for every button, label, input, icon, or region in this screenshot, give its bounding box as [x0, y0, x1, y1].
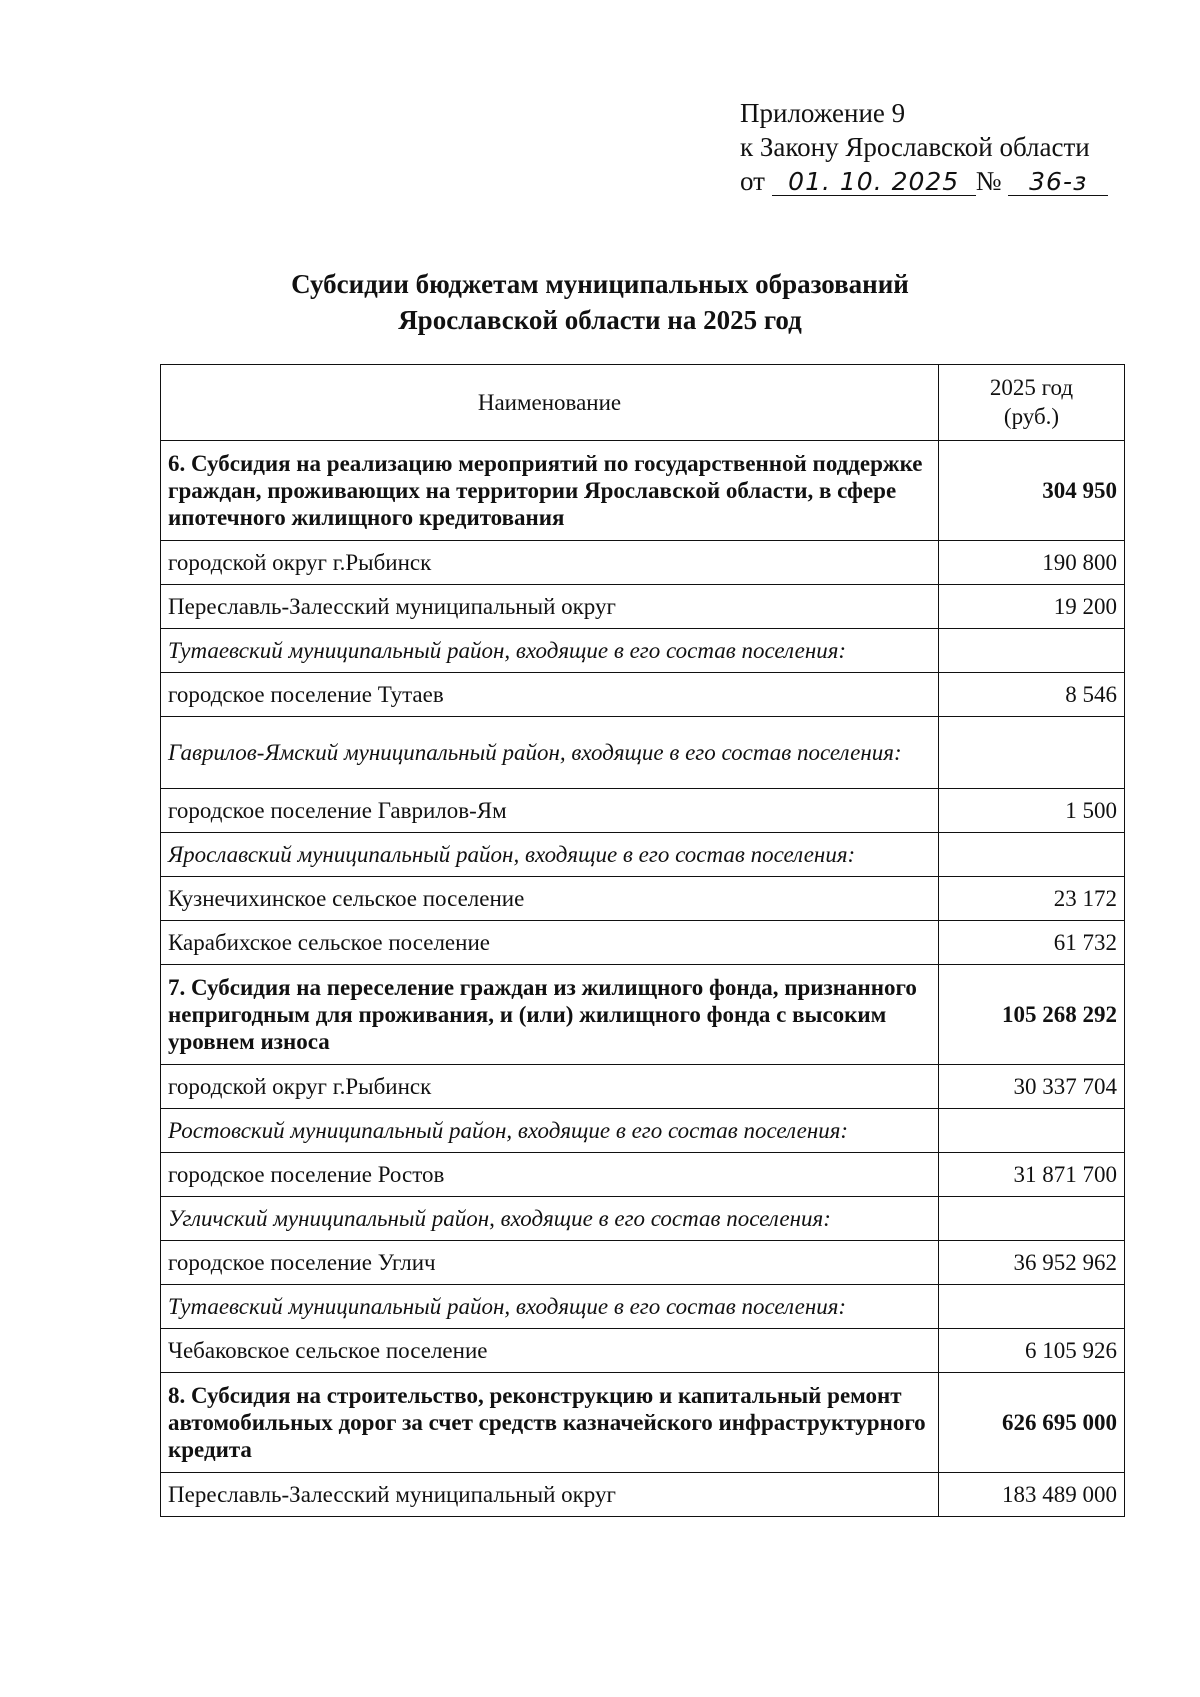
- amount-cell: 19 200: [939, 585, 1125, 629]
- recipient-name-cell: городское поселение Гаврилов-Ям: [161, 789, 939, 833]
- amount-cell: 30 337 704: [939, 1065, 1125, 1109]
- law-reference: к Закону Ярославской области: [740, 132, 1090, 162]
- handwritten-law-number: 36-з: [1008, 169, 1108, 196]
- recipient-name-cell: городской округ г.Рыбинск: [161, 541, 939, 585]
- district-heading-row: [161, 717, 1125, 789]
- amount-cell: 190 800: [939, 541, 1125, 585]
- recipient-name-cell: Переславль-Залесский муниципальный округ: [161, 585, 939, 629]
- recipient-name-cell: Карабихское сельское поселение: [161, 921, 939, 965]
- section-total-cell: 626 695 000: [939, 1373, 1125, 1473]
- recipient-name-cell: Чебаковское сельское поселение: [161, 1329, 939, 1373]
- column-header-unit: (руб.): [1003, 404, 1060, 429]
- title-line-1: Субсидии бюджетам муниципальных образований: [291, 269, 909, 299]
- amount-cell: [939, 833, 1125, 877]
- recipient-name-cell: городское поселение Тутаев: [161, 673, 939, 717]
- section-title-cell: 6. Субсидия на реализацию мероприятий по государственной поддержке граждан, проживающих на территории Ярославской области, в сфере ипотечного жилищного кредитования: [161, 441, 939, 541]
- subsidies-table: [160, 364, 1125, 1517]
- table-header-row: [161, 365, 1125, 441]
- district-heading-row: [161, 1197, 1125, 1241]
- table-row: [161, 585, 1125, 629]
- table-row: [161, 1329, 1125, 1373]
- table-row: [161, 673, 1125, 717]
- amount-cell: 61 732: [939, 921, 1125, 965]
- amount-cell: [939, 1109, 1125, 1153]
- section-row: [161, 965, 1125, 1065]
- section-total-cell: 105 268 292: [939, 965, 1125, 1065]
- section-total-cell: 304 950: [939, 441, 1125, 541]
- recipient-name-cell: Ростовский муниципальный район, входящие в его состав поселения:: [161, 1109, 939, 1153]
- column-header-year: 2025 год: [989, 375, 1074, 400]
- amount-cell: [939, 1197, 1125, 1241]
- section-title-cell: 8. Субсидия на строительство, реконструкцию и капитальный ремонт автомобильных дорог за счет средств казначейского инфраструктурного кредита: [161, 1373, 939, 1473]
- amount-cell: 6 105 926: [939, 1329, 1125, 1373]
- recipient-name-cell: Ярославский муниципальный район, входящие в его состав поселения:: [161, 833, 939, 877]
- document-title: [0, 266, 1200, 338]
- section-title-cell: 7. Субсидия на переселение граждан из жилищного фонда, признанного непригодным для проживания, и (или) жилищного фонда с высоким уровнем износа: [161, 965, 939, 1065]
- amount-cell: [939, 629, 1125, 673]
- number-sign: №: [975, 166, 1002, 196]
- handwritten-date: 01. 10. 2025: [772, 169, 976, 196]
- recipient-name-cell: Гаврилов-Ямский муниципальный район, входящие в его состав поселения:: [161, 717, 939, 789]
- amount-cell: 183 489 000: [939, 1473, 1125, 1517]
- table-row: [161, 1065, 1125, 1109]
- amount-cell: 23 172: [939, 877, 1125, 921]
- table-row: [161, 877, 1125, 921]
- section-row: [161, 1373, 1125, 1473]
- law-date-line: [740, 164, 1108, 198]
- recipient-name-cell: Переславль-Залесский муниципальный округ: [161, 1473, 939, 1517]
- district-heading-row: [161, 629, 1125, 673]
- district-heading-row: [161, 833, 1125, 877]
- amount-cell: [939, 717, 1125, 789]
- recipient-name-cell: Кузнечихинское сельское поселение: [161, 877, 939, 921]
- column-header-name: Наименование: [161, 365, 939, 441]
- amount-cell: [939, 1285, 1125, 1329]
- district-heading-row: [161, 1109, 1125, 1153]
- column-header-amount: [939, 365, 1125, 441]
- table-row: [161, 1241, 1125, 1285]
- table-row: [161, 789, 1125, 833]
- amount-cell: 36 952 962: [939, 1241, 1125, 1285]
- section-row: [161, 441, 1125, 541]
- recipient-name-cell: городской округ г.Рыбинск: [161, 1065, 939, 1109]
- table-row: [161, 541, 1125, 585]
- table-body: [161, 365, 1125, 1517]
- appendix-header: [740, 96, 1108, 198]
- date-prefix: от: [740, 166, 765, 196]
- table-row: [161, 1473, 1125, 1517]
- appendix-number: Приложение 9: [740, 98, 906, 128]
- title-line-2: Ярославской области на 2025 год: [398, 305, 802, 335]
- recipient-name-cell: Тутаевский муниципальный район, входящие в его состав поселения:: [161, 1285, 939, 1329]
- table-row: [161, 1153, 1125, 1197]
- table-row: [161, 921, 1125, 965]
- recipient-name-cell: Угличский муниципальный район, входящие в его состав поселения:: [161, 1197, 939, 1241]
- amount-cell: 8 546: [939, 673, 1125, 717]
- recipient-name-cell: городское поселение Ростов: [161, 1153, 939, 1197]
- recipient-name-cell: городское поселение Углич: [161, 1241, 939, 1285]
- amount-cell: 31 871 700: [939, 1153, 1125, 1197]
- amount-cell: 1 500: [939, 789, 1125, 833]
- recipient-name-cell: Тутаевский муниципальный район, входящие в его состав поселения:: [161, 629, 939, 673]
- district-heading-row: [161, 1285, 1125, 1329]
